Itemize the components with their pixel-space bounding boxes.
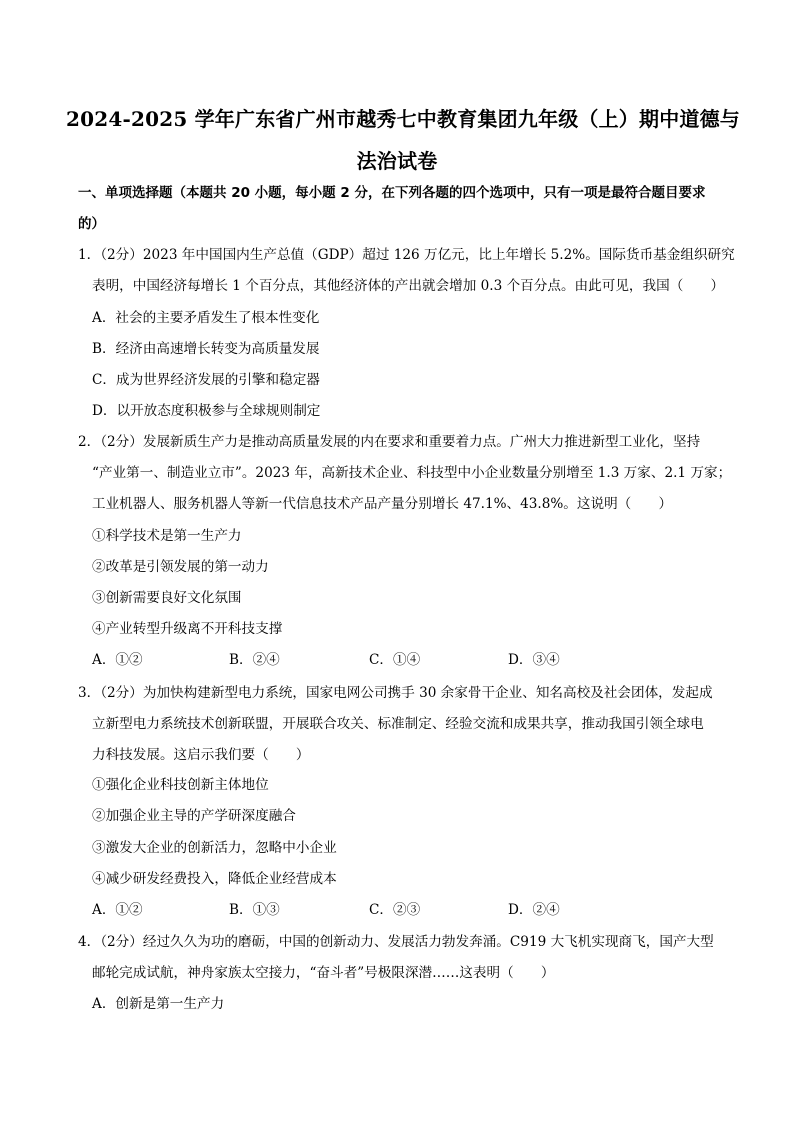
question-3-statement-4: ④减少研发经费投入，降低企业经营成本 <box>92 871 337 887</box>
question-2-choice-a[interactable]: A．①② <box>92 652 143 668</box>
question-1-stem <box>78 240 735 302</box>
question-3-statement-3: ③激发大企业的创新活力，忽略中小企业 <box>92 840 337 856</box>
question-2-line-3: 工业机器人、服务机器人等新一代信息技术产品产量分别增长 47.1%、43.8%。这说明（ ） <box>92 496 673 512</box>
question-2-statement-4: ④产业转型升级离不开科技支撑 <box>92 621 283 637</box>
question-2-stem <box>78 427 732 520</box>
question-1-option-d[interactable]: D．以开放态度积极参与全球规则制定 <box>92 403 321 419</box>
question-4-option-a[interactable]: A．创新是第一生产力 <box>92 996 225 1012</box>
question-2-choice-c[interactable]: C．①④ <box>369 652 421 668</box>
question-2-statement-2: ②改革是引领发展的第一动力 <box>92 559 269 575</box>
question-3-choice-a[interactable]: A．①② <box>92 902 143 918</box>
question-1-option-b[interactable]: B．经济由高速增长转变为高质量发展 <box>92 341 320 357</box>
question-4-line-1: 4．（2分）经过久久为功的磨砺，中国的创新动力、发展活力勃发奔涌。C919 大飞机实现商飞，国产大型 <box>78 934 714 950</box>
section-heading-line-2: 的） <box>78 216 105 232</box>
question-2-choices <box>92 645 652 676</box>
question-3-line-2: 立新型电力系统技术创新联盟，开展联合攻关、标准制定、经验交流和成果共享，推动我国引领全球电 <box>92 716 704 732</box>
question-1-line-2: 表明，中国经济每增长 1 个百分点，其他经济体的产出就会增加 0.3 个百分点。由此可见，我国（ ） <box>92 278 725 294</box>
exam-title-line-2: 法治试卷 <box>356 149 438 173</box>
section-heading <box>78 178 726 240</box>
question-2-choice-d[interactable]: D．③④ <box>508 652 560 668</box>
exam-title-line-1: 2024-2025 学年广东省广州市越秀七中教育集团九年级（上）期中道德与 <box>66 107 740 131</box>
question-2-statement-3: ③创新需要良好文化氛围 <box>92 590 242 606</box>
question-3-statement-2: ②加强企业主导的产学研深度融合 <box>92 808 296 824</box>
question-3-stem <box>78 678 726 771</box>
question-4-line-2: 邮轮完成试航，神舟家族太空接力，“奋斗者”号极限深潜……这表明（ ） <box>92 965 555 981</box>
question-1-option-a[interactable]: A．社会的主要矛盾发生了根本性变化 <box>92 310 320 326</box>
question-3-statement-1: ①强化企业科技创新主体地位 <box>92 777 269 793</box>
question-2-line-2: “产业第一、制造业立市”。2023 年，高新技术企业、科技型中小企业数量分别增至 1.3 万家、2.1 万家； <box>92 465 732 481</box>
question-3-line-1: 3．（2分）为加快构建新型电力系统，国家电网公司携手 30 余家骨干企业、知名高校及社会团体，发起成 <box>78 685 713 701</box>
question-3-line-3: 力科技发展。这启示我们要（ ） <box>92 747 310 763</box>
question-1-line-1: 1．（2分）2023 年中国国内生产总值（GDP）超过 126 万亿元，比上年增长 5.2%。国际货币基金组织研究 <box>78 247 735 263</box>
exam-title <box>66 98 740 182</box>
question-1-option-c[interactable]: C．成为世界经济发展的引擎和稳定器 <box>92 372 320 388</box>
section-heading-line-1: 一、单项选择题（本题共 20 小题，每小题 2 分，在下列各题的四个选项中，只有一项是最符合题目要求 <box>78 185 706 201</box>
question-3-choice-b[interactable]: B．①③ <box>229 902 280 918</box>
question-2-statement-1: ①科学技术是第一生产力 <box>92 528 242 544</box>
question-3-choice-d[interactable]: D．②④ <box>508 902 560 918</box>
question-2-choice-b[interactable]: B．②④ <box>229 652 280 668</box>
question-2-line-1: 2．（2分）发展新质生产力是推动高质量发展的内在要求和重要着力点。广州大力推进新型工业化，坚持 <box>78 434 701 450</box>
question-4-stem <box>78 927 726 989</box>
question-3-choices <box>92 895 652 926</box>
question-3-choice-c[interactable]: C．②③ <box>369 902 421 918</box>
